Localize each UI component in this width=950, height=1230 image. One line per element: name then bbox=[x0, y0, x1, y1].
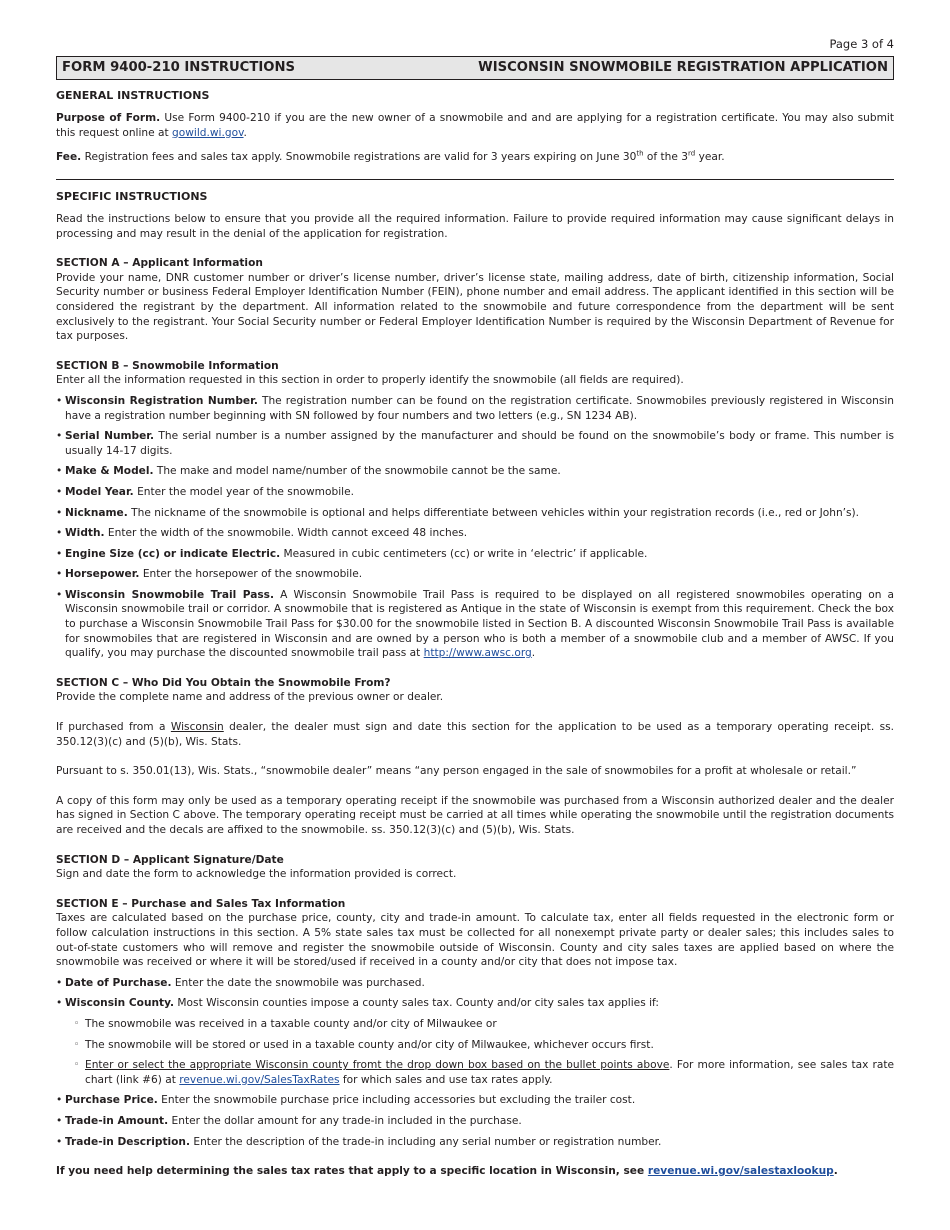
section-c-definition: Pursuant to s. 350.01(13), Wis. Stats., “snowmobile dealer” means “any person engaged in the sale of snowmobiles for a profit at wholesale or retail.” bbox=[56, 765, 857, 778]
sub-list-item: ◦ The snowmobile was received in a taxable county and/or city of Milwaukee or bbox=[65, 1017, 894, 1032]
list-item bbox=[56, 1093, 894, 1108]
list-item-trail-pass: • Wisconsin Snowmobile Trail Pass. A Wisconsin Snowmobile Trail Pass is required to be displayed on all registered snowmobiles operating on a Wisconsin snowmobile trail or corridor. A snowmobile that is registered as Antique in the state of Wisconsin is exempt from this requirement. Check the box to purchase a Wisconsin Snowmobile Trail Pass for $30.00 for the snowmobile listed in Section B. A discounted Wisconsin Snowmobile Trail Pass is available for snowmobiles that are registered in Wisconsin and are owned by a person who is both a member of a snowmobile club and a member of AWSC. If you qualify, you may purchase the discounted snowmobile trail pass at http://www.awsc.org. bbox=[56, 588, 894, 661]
list-item bbox=[56, 429, 894, 458]
list-item bbox=[56, 547, 894, 562]
closing-period: . bbox=[833, 1165, 838, 1178]
page-number: Page 3 of 4 bbox=[829, 37, 894, 51]
county-sub-list bbox=[65, 1017, 894, 1087]
list-item bbox=[56, 1135, 894, 1150]
list-item bbox=[56, 996, 894, 1087]
fee-text-2: of the 3 bbox=[646, 151, 688, 164]
fee-paragraph bbox=[56, 150, 894, 165]
section-c-receipt: A copy of this form may only be used as a temporary operating receipt if the snowmobile was purchased from a Wisconsin authorized dealer and the dealer has signed in Section C above. The temporary operating receipt must be carried at all times while operating the snowmobile until the registration documents are received and the decals are affixed to the snowmobile. ss. 350.12(3)(c) and (5)(b), Wis. Stats. bbox=[56, 794, 894, 836]
purpose-paragraph: Purpose of Form. Use Form 9400-210 if you are the new owner of a snowmobile and and are applying for a registration certificate. You may also submit this request online at gowild.wi.gov. bbox=[56, 112, 894, 139]
item-label: Trade-in Amount. bbox=[65, 1114, 169, 1127]
list-item bbox=[56, 567, 894, 582]
section-b-list bbox=[56, 394, 894, 661]
item-text: Enter the width of the snowmobile. Width cannot exceed 48 inches. bbox=[107, 527, 468, 540]
list-item bbox=[56, 526, 894, 541]
general-instructions bbox=[56, 111, 894, 175]
item-label: Width. bbox=[65, 527, 105, 540]
section-a-text: Provide your name, DNR customer number or driver’s license number, driver’s license state, mailing address, date of birth, citizenship information, Social Security number or business Federal Employer Identification Number (FEIN), phone number and email address. The applicant identified in this section will be considered the registrant by the department. All information related to the snowmobile and future correspondence from the department will be sent exclusively to the registrant. Your Social Security number or Federal Employer Identification Number is required by the Wisconsin Department of Revenue for tax purposes. bbox=[56, 271, 894, 343]
list-item bbox=[56, 464, 894, 479]
item-label: Serial Number. bbox=[65, 430, 155, 443]
form-header-bar bbox=[56, 56, 894, 80]
form-number-title: FORM 9400-210 INSTRUCTIONS bbox=[62, 59, 296, 75]
item-text: Enter the snowmobile purchase price including accessories but excluding the trailer cost. bbox=[161, 1094, 636, 1107]
item-text: Enter the date the snowmobile was purchased. bbox=[174, 976, 425, 989]
purpose-label: Purpose of Form. bbox=[56, 112, 161, 124]
item-text: Enter the dollar amount for any trade-in included in the purchase. bbox=[171, 1114, 522, 1127]
section-a bbox=[56, 256, 894, 344]
item-text: Enter the description of the trade-in including any serial number or registration number. bbox=[193, 1135, 662, 1148]
section-c-heading: SECTION C – Who Did You Obtain the Snowmobile From? bbox=[56, 676, 391, 689]
list-item bbox=[56, 506, 894, 521]
sub-underline-text: Enter or select the appropriate Wisconsin county fromt the drop down box based on the bullet points above bbox=[85, 1059, 670, 1072]
item-label: Date of Purchase. bbox=[65, 976, 172, 989]
specific-instructions bbox=[56, 212, 894, 1194]
specific-instructions-heading: SPECIFIC INSTRUCTIONS bbox=[56, 190, 208, 203]
item-label: Engine Size (cc) or indicate Electric. bbox=[65, 547, 281, 560]
section-e-list bbox=[56, 976, 894, 1149]
closing-note bbox=[56, 1164, 894, 1179]
dealer-text-post: dealer, the dealer must sign and date this section for the application to be used as a temporary operating receipt. ss. 350.12(3)(c) and (5)(b), Wis. Stats. bbox=[56, 721, 894, 748]
section-b-intro: Enter all the information requested in this section in order to properly identify the snowmobile (all fields are required). bbox=[56, 374, 684, 387]
fee-sup-rd: rd bbox=[687, 149, 696, 158]
section-b-heading: SECTION B – Snowmobile Information bbox=[56, 359, 279, 372]
fee-text: Registration fees and sales tax apply. Snowmobile registrations are valid for 3 years expiring on June 30 bbox=[84, 151, 637, 164]
item-text: Enter the horsepower of the snowmobile. bbox=[142, 568, 363, 581]
sales-tax-rates-link[interactable]: revenue.wi.gov/SalesTaxRates bbox=[179, 1073, 340, 1086]
section-d bbox=[56, 853, 894, 882]
item-label: Wisconsin Registration Number. bbox=[65, 394, 258, 407]
item-label: Trade-in Description. bbox=[65, 1135, 191, 1148]
section-e bbox=[56, 897, 894, 1149]
sub-text: . For more information, see sales tax rate chart (link #6) at bbox=[85, 1059, 895, 1086]
section-e-heading: SECTION E – Purchase and Sales Tax Information bbox=[56, 897, 346, 910]
gowild-link[interactable]: gowild.wi.gov bbox=[172, 126, 244, 139]
section-d-heading: SECTION D – Applicant Signature/Date bbox=[56, 853, 284, 866]
item-label: Make & Model. bbox=[65, 465, 154, 478]
item-label: Nickname. bbox=[65, 506, 128, 519]
fee-text-3: year. bbox=[698, 151, 725, 164]
section-a-heading: SECTION A – Applicant Information bbox=[56, 257, 263, 270]
item-label: Purchase Price. bbox=[65, 1094, 158, 1107]
item-text: The registration number can be found on the registration certificate. Snowmobiles previously registered in Wisconsin have a registration number beginning with SN followed by four numbers and two letters (e.g., SN 1234 AB). bbox=[65, 394, 894, 422]
list-item bbox=[56, 976, 894, 991]
section-e-intro: Taxes are calculated based on the purchase price, county, city and trade-in amount. To calculate tax, enter all fields requested in the electronic form or follow calculation instructions in this section. A 5% state sales tax must be collected for all nonexempt private party or dealer sales; this includes sales to out-of-state customers who will remove and register the snowmobile outside of Wisconsin. County and city sales taxes are applied based on where the snowmobile was received or where it will be stored/used if received in a county and/or city that does not impose tax. bbox=[56, 912, 894, 969]
list-item bbox=[56, 485, 894, 500]
item-text: A Wisconsin Snowmobile Trail Pass is required to be displayed on all registered snowmobiles operating on a Wisconsin snowmobile trail or corridor. A snowmobile that is registered as Antique in the state of Wisconsin is exempt from this requirement. Check the box to purchase a Wisconsin Snowmobile Trail Pass for $30.00 for the snowmobile listed in Section B. A discounted Wisconsin Snowmobile Trail Pass is available for snowmobiles that are registered in Wisconsin and are owned by a person who is both a member of a snowmobile club and a member of AWSC. If you qualify, you may purchase the discounted snowmobile trail pass at bbox=[65, 588, 895, 660]
form-name-title: WISCONSIN SNOWMOBILE REGISTRATION APPLICATION bbox=[478, 59, 888, 75]
dealer-text-underline: Wisconsin bbox=[170, 721, 224, 734]
dealer-text-pre: If purchased from a bbox=[56, 721, 166, 734]
item-label: Horsepower. bbox=[65, 568, 140, 581]
item-label: Model Year. bbox=[65, 485, 134, 498]
sub-text-post: for which sales and use tax rates apply. bbox=[342, 1073, 553, 1086]
item-label: Wisconsin County. bbox=[65, 997, 175, 1010]
awsc-link[interactable]: http://www.awsc.org bbox=[423, 647, 532, 660]
purpose-text: Use Form 9400-210 if you are the new owner of a snowmobile and and are applying for a registration certificate. You may also submit this request online at bbox=[56, 112, 894, 139]
closing-text: If you need help determining the sales tax rates that apply to a specific location in Wisconsin, see bbox=[56, 1165, 645, 1178]
section-d-text: Sign and date the form to acknowledge the information provided is correct. bbox=[56, 868, 457, 881]
item-label: Wisconsin Snowmobile Trail Pass. bbox=[65, 588, 274, 601]
item-text: Measured in cubic centimeters (cc) or write in ‘electric’ if applicable. bbox=[283, 547, 648, 560]
fee-sup-th: th bbox=[636, 149, 644, 158]
sub-list-item bbox=[65, 1058, 894, 1087]
general-instructions-heading: GENERAL INSTRUCTIONS bbox=[56, 89, 210, 102]
specific-intro: Read the instructions below to ensure that you provide all the required information. Failure to provide required information may cause significant delays in processing and may result in the denial of the application for registration. bbox=[56, 213, 894, 240]
fee-label: Fee. bbox=[56, 151, 82, 164]
section-b bbox=[56, 359, 894, 661]
item-text: Most Wisconsin counties impose a county sales tax. County and/or city sales tax applies if: bbox=[177, 997, 659, 1010]
list-item bbox=[56, 1114, 894, 1129]
item-text: The serial number is a number assigned by the manufacturer and should be found on the snowmobile’s body or frame. This number is usually 14-17 digits. bbox=[65, 430, 895, 457]
section-c bbox=[56, 676, 894, 838]
section-c-text: Provide the complete name and address of the previous owner or dealer. bbox=[56, 691, 444, 704]
sales-tax-lookup-link[interactable]: revenue.wi.gov/salestaxlookup bbox=[647, 1165, 834, 1178]
section-c-dealer-paragraph bbox=[56, 720, 894, 749]
sub-list-item: ◦ The snowmobile will be stored or used in a taxable county and/or city of Milwaukee, whichever occurs first. bbox=[65, 1038, 894, 1053]
section-divider bbox=[56, 179, 894, 180]
list-item bbox=[56, 394, 894, 423]
item-text: The nickname of the snowmobile is optional and helps differentiate between vehicles within your registration records (i.e., red or John’s). bbox=[131, 506, 860, 519]
item-text: Enter the model year of the snowmobile. bbox=[137, 485, 354, 498]
item-text: The make and model name/number of the snowmobile cannot be the same. bbox=[156, 465, 561, 478]
